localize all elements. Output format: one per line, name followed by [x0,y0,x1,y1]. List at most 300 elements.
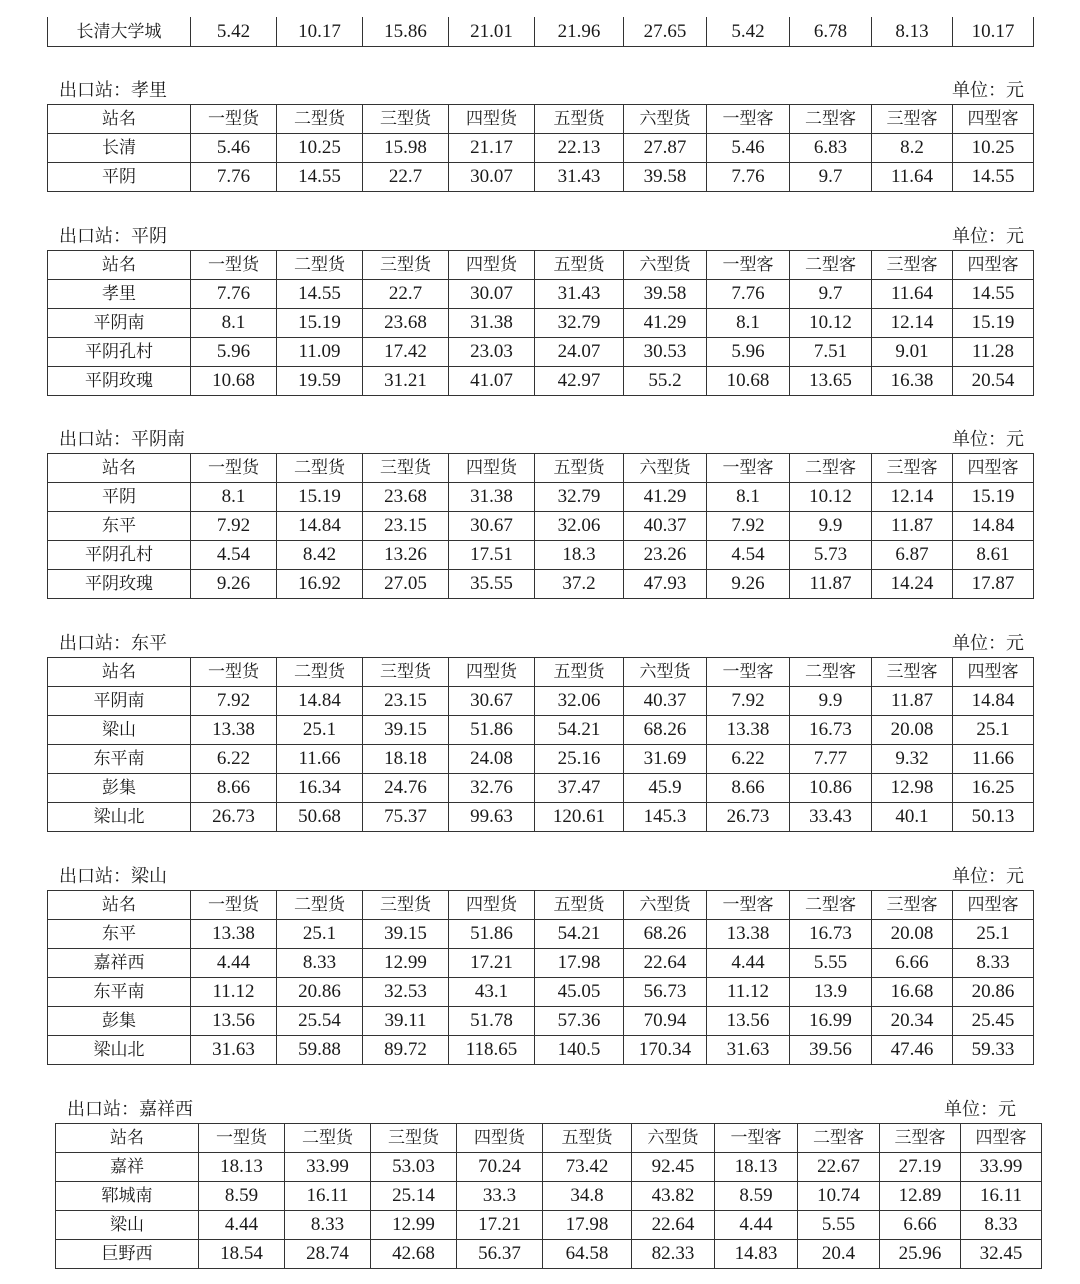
fare-cell: 20.4 [798,1240,880,1269]
fare-cell: 21.96 [535,17,624,47]
fare-cell: 15.86 [363,17,449,47]
fare-cell: 31.43 [535,163,624,192]
fare-cell: 14.84 [277,687,363,716]
table-header-row [48,105,1034,134]
fare-cell: 22.67 [798,1153,880,1182]
column-header: 二型货 [277,891,363,920]
fare-cell: 27.65 [624,17,707,47]
fare-cell: 13.9 [790,978,872,1007]
unit-label: 单位：元 [944,1099,1016,1120]
fare-cell: 12.14 [872,483,953,512]
table-header-row [48,658,1034,687]
column-header: 二型客 [798,1124,880,1153]
column-header: 六型货 [624,891,707,920]
fare-cell: 10.17 [277,17,363,47]
fare-cell: 33.99 [285,1153,371,1182]
exit-station-section-pingyinnan [47,424,1034,599]
column-header: 二型客 [790,658,872,687]
section-caption [47,75,1034,104]
unit-label: 单位：元 [952,866,1024,887]
table-row [48,716,1034,745]
fare-cell: 10.25 [953,134,1034,163]
fare-cell: 32.53 [363,978,449,1007]
table-row [48,483,1034,512]
fare-cell: 17.51 [449,541,535,570]
table-row [48,1036,1034,1065]
fare-cell: 23.15 [363,687,449,716]
column-header: 三型货 [371,1124,457,1153]
fare-cell: 5.42 [191,17,277,47]
fare-cell: 18.18 [363,745,449,774]
fare-cell: 16.38 [872,367,953,396]
fare-cell: 9.32 [872,745,953,774]
column-header: 二型货 [277,251,363,280]
column-header: 一型客 [707,105,790,134]
fare-cell: 14.24 [872,570,953,599]
fare-cell: 22.13 [535,134,624,163]
fare-cell: 64.58 [543,1240,632,1269]
column-header: 二型货 [285,1124,371,1153]
fare-cell: 28.74 [285,1240,371,1269]
column-header: 三型货 [363,105,449,134]
fare-cell: 40.37 [624,687,707,716]
fare-cell: 25.16 [535,745,624,774]
fare-cell: 55.2 [624,367,707,396]
fare-cell: 17.21 [457,1211,543,1240]
column-header: 一型客 [715,1124,798,1153]
toll-fare-table [47,453,1034,599]
station-name: 长清大学城 [48,17,191,47]
fare-cell: 5.96 [191,338,277,367]
fare-cell: 27.87 [624,134,707,163]
fare-cell: 31.21 [363,367,449,396]
fare-cell: 21.01 [449,17,535,47]
table-row [48,687,1034,716]
station-name: 东平南 [48,745,191,774]
station-name: 郓城南 [56,1182,199,1211]
table-row [48,1007,1034,1036]
fare-cell: 7.76 [191,280,277,309]
column-header: 一型货 [191,891,277,920]
fare-cell: 70.24 [457,1153,543,1182]
fare-cell: 10.68 [191,367,277,396]
fare-cell: 30.53 [624,338,707,367]
fare-cell: 14.55 [953,163,1034,192]
fare-cell: 7.76 [707,280,790,309]
fare-cell: 10.86 [790,774,872,803]
fare-cell: 25.1 [953,920,1034,949]
fare-cell: 10.12 [790,309,872,338]
fare-cell: 5.46 [707,134,790,163]
toll-fare-table [47,104,1034,192]
fare-cell: 16.92 [277,570,363,599]
fare-cell: 41.29 [624,309,707,338]
table-row [48,978,1034,1007]
table-header-row [48,251,1034,280]
exit-station-label: 出口站：平阴南 [59,429,185,450]
toll-fare-table [47,250,1034,396]
station-name: 平阴 [48,483,191,512]
column-header: 站名 [56,1124,199,1153]
fare-cell: 22.7 [363,280,449,309]
station-name: 平阴孔村 [48,541,191,570]
fare-cell: 5.55 [798,1211,880,1240]
fare-cell: 6.87 [872,541,953,570]
fare-cell: 25.1 [277,716,363,745]
fare-cell: 26.73 [707,803,790,832]
column-header: 四型客 [961,1124,1042,1153]
fare-cell: 15.98 [363,134,449,163]
section-caption [47,628,1034,657]
fare-cell: 16.11 [961,1182,1042,1211]
fare-cell: 51.86 [449,920,535,949]
exit-station-section-jiaxiangxi [55,1094,1026,1269]
fare-cell: 17.98 [543,1211,632,1240]
fare-cell: 31.38 [449,483,535,512]
fare-cell: 43.1 [449,978,535,1007]
fare-cell: 18.13 [199,1153,285,1182]
fare-cell: 14.55 [277,280,363,309]
table-row [56,1153,1042,1182]
fare-cell: 7.51 [790,338,872,367]
fare-cell: 33.99 [961,1153,1042,1182]
station-name: 东平 [48,512,191,541]
table-row [48,803,1034,832]
section-caption [47,221,1034,250]
fare-cell: 39.58 [624,163,707,192]
column-header: 三型货 [363,454,449,483]
column-header: 四型货 [449,658,535,687]
fare-cell: 57.36 [535,1007,624,1036]
station-name: 平阴孔村 [48,338,191,367]
fare-cell: 6.22 [191,745,277,774]
fare-cell: 11.87 [872,687,953,716]
fare-cell: 7.92 [707,687,790,716]
fare-cell: 45.9 [624,774,707,803]
fare-cell: 15.19 [277,483,363,512]
fare-cell: 9.26 [707,570,790,599]
column-header: 站名 [48,454,191,483]
fare-cell: 4.44 [191,949,277,978]
fare-cell: 14.55 [277,163,363,192]
fare-cell: 73.42 [543,1153,632,1182]
fare-cell: 39.15 [363,716,449,745]
fare-cell: 39.11 [363,1007,449,1036]
fare-cell: 24.07 [535,338,624,367]
fare-cell: 16.73 [790,920,872,949]
fare-cell: 31.63 [191,1036,277,1065]
fare-cell: 6.78 [790,17,872,47]
fare-cell: 25.45 [953,1007,1034,1036]
fare-cell: 12.99 [371,1211,457,1240]
fare-cell: 11.28 [953,338,1034,367]
unit-label: 单位：元 [952,226,1024,247]
fare-cell: 21.17 [449,134,535,163]
fare-cell: 54.21 [535,920,624,949]
fare-cell: 8.42 [277,541,363,570]
fare-cell: 10.12 [790,483,872,512]
fare-cell: 15.19 [953,309,1034,338]
column-header: 四型客 [953,454,1034,483]
column-header: 一型客 [707,251,790,280]
column-header: 四型客 [953,251,1034,280]
exit-station-label: 出口站：平阴 [59,226,167,247]
station-name: 嘉祥 [56,1153,199,1182]
fare-cell: 13.65 [790,367,872,396]
fare-cell: 6.83 [790,134,872,163]
column-header: 二型客 [790,251,872,280]
fare-cell: 50.13 [953,803,1034,832]
column-header: 五型货 [535,658,624,687]
column-header: 五型货 [543,1124,632,1153]
fare-cell: 10.74 [798,1182,880,1211]
fare-cell: 42.97 [535,367,624,396]
fare-cell: 11.66 [953,745,1034,774]
fare-cell: 5.55 [790,949,872,978]
fare-cell: 12.98 [872,774,953,803]
fare-cell: 20.34 [872,1007,953,1036]
fare-cell: 20.86 [953,978,1034,1007]
fare-cell: 14.55 [953,280,1034,309]
fare-cell: 19.59 [277,367,363,396]
table-row [48,163,1034,192]
column-header: 三型货 [363,891,449,920]
fare-cell: 9.9 [790,687,872,716]
fare-cell: 33.43 [790,803,872,832]
exit-station-section-pingyin [47,221,1034,396]
column-header: 三型客 [872,891,953,920]
fare-cell: 120.61 [535,803,624,832]
fare-cell: 4.54 [191,541,277,570]
table-row [56,1240,1042,1269]
fare-cell: 8.13 [872,17,953,47]
column-header: 一型货 [191,251,277,280]
fare-cell: 41.29 [624,483,707,512]
column-header: 一型货 [191,658,277,687]
fare-cell: 32.79 [535,483,624,512]
column-header: 六型货 [624,105,707,134]
fare-cell: 24.76 [363,774,449,803]
station-name: 梁山 [48,716,191,745]
section-caption [47,424,1034,453]
fare-cell: 9.01 [872,338,953,367]
fare-cell: 54.21 [535,716,624,745]
station-name: 平阴玫瑰 [48,367,191,396]
fare-cell: 11.64 [872,280,953,309]
exit-station-label: 出口站：梁山 [59,866,167,887]
column-header: 站名 [48,251,191,280]
fare-cell: 37.2 [535,570,624,599]
fare-cell: 32.06 [535,687,624,716]
fare-cell: 12.89 [880,1182,961,1211]
unit-label: 单位：元 [952,633,1024,654]
fare-cell: 6.22 [707,745,790,774]
fare-cell: 17.42 [363,338,449,367]
fare-cell: 43.82 [632,1182,715,1211]
fare-cell: 31.43 [535,280,624,309]
fare-cell: 14.84 [953,687,1034,716]
table-row [48,367,1034,396]
section-caption [55,1094,1026,1123]
station-name: 彭集 [48,774,191,803]
table-row [48,134,1034,163]
table-header-row [48,454,1034,483]
fare-cell: 7.92 [191,512,277,541]
fare-cell: 6.66 [880,1211,961,1240]
fare-cell: 17.98 [535,949,624,978]
fare-cell: 20.54 [953,367,1034,396]
exit-station-label: 出口站：孝里 [59,80,167,101]
fare-cell: 9.7 [790,163,872,192]
fare-cell: 11.09 [277,338,363,367]
fare-cell: 68.26 [624,716,707,745]
fare-cell: 13.38 [191,920,277,949]
fare-cell: 25.96 [880,1240,961,1269]
column-header: 四型客 [953,891,1034,920]
fare-cell: 47.93 [624,570,707,599]
fare-cell: 16.73 [790,716,872,745]
fare-cell: 56.73 [624,978,707,1007]
table-row [48,17,1034,47]
fare-cell: 30.07 [449,163,535,192]
fare-cell: 11.12 [191,978,277,1007]
fare-cell: 170.34 [624,1036,707,1065]
column-header: 六型货 [632,1124,715,1153]
fare-cell: 26.73 [191,803,277,832]
fare-cell: 24.08 [449,745,535,774]
table-header-row [56,1124,1042,1153]
table-row [48,541,1034,570]
fare-cell: 42.68 [371,1240,457,1269]
station-name: 平阴玫瑰 [48,570,191,599]
fare-cell: 39.58 [624,280,707,309]
column-header: 二型客 [790,454,872,483]
fare-cell: 16.99 [790,1007,872,1036]
station-name: 梁山北 [48,803,191,832]
station-name: 孝里 [48,280,191,309]
fare-cell: 23.03 [449,338,535,367]
table-row [56,1182,1042,1211]
table-row [48,745,1034,774]
fare-cell: 47.46 [872,1036,953,1065]
fare-cell: 8.1 [707,483,790,512]
exit-station-label: 出口站：东平 [59,633,167,654]
fare-cell: 25.1 [277,920,363,949]
station-name: 东平南 [48,978,191,1007]
fare-cell: 8.33 [953,949,1034,978]
fare-cell: 11.87 [872,512,953,541]
fare-cell: 23.15 [363,512,449,541]
fare-cell: 15.19 [277,309,363,338]
column-header: 四型货 [449,454,535,483]
fare-cell: 39.56 [790,1036,872,1065]
fare-cell: 99.63 [449,803,535,832]
table-row [48,280,1034,309]
fare-cell: 23.68 [363,483,449,512]
fare-cell: 4.54 [707,541,790,570]
toll-fare-table [47,890,1034,1065]
fare-cell: 11.87 [790,570,872,599]
fare-cell: 20.08 [872,920,953,949]
fare-cell: 14.83 [715,1240,798,1269]
exit-station-section-dongping [47,628,1034,832]
fare-cell: 23.68 [363,309,449,338]
fare-cell: 8.2 [872,134,953,163]
table-row [48,309,1034,338]
column-header: 二型货 [277,105,363,134]
column-header: 三型客 [872,658,953,687]
fare-cell: 10.17 [953,17,1034,47]
fare-cell: 18.54 [199,1240,285,1269]
fare-cell: 13.38 [707,920,790,949]
fare-cell: 22.64 [632,1211,715,1240]
fare-cell: 33.3 [457,1182,543,1211]
toll-fare-table [55,1123,1042,1269]
column-header: 五型货 [535,454,624,483]
fare-cell: 9.7 [790,280,872,309]
fare-cell: 13.26 [363,541,449,570]
column-header: 一型货 [191,105,277,134]
fare-cell: 15.19 [953,483,1034,512]
fare-cell: 59.33 [953,1036,1034,1065]
fare-cell: 13.56 [191,1007,277,1036]
column-header: 四型客 [953,658,1034,687]
column-header: 六型货 [624,454,707,483]
fare-cell: 51.78 [449,1007,535,1036]
fare-cell: 27.05 [363,570,449,599]
fare-cell: 7.77 [790,745,872,774]
column-header: 二型客 [790,105,872,134]
station-name: 彭集 [48,1007,191,1036]
fare-cell: 17.87 [953,570,1034,599]
fare-cell: 118.65 [449,1036,535,1065]
station-name: 平阴南 [48,309,191,338]
fare-cell: 11.64 [872,163,953,192]
fare-cell: 51.86 [449,716,535,745]
fare-cell: 5.46 [191,134,277,163]
column-header: 五型货 [535,251,624,280]
station-name: 东平 [48,920,191,949]
column-header: 四型货 [449,251,535,280]
fare-cell: 53.03 [371,1153,457,1182]
fare-cell: 30.67 [449,512,535,541]
fare-cell: 16.34 [277,774,363,803]
fare-cell: 31.69 [624,745,707,774]
station-name: 巨野西 [56,1240,199,1269]
fare-cell: 39.15 [363,920,449,949]
column-header: 一型货 [191,454,277,483]
column-header: 六型货 [624,658,707,687]
unit-label: 单位：元 [952,429,1024,450]
exit-station-section-xiaoli [47,75,1034,192]
table-row [48,512,1034,541]
column-header: 六型货 [624,251,707,280]
column-header: 站名 [48,891,191,920]
partial-table-top [47,17,1034,47]
fare-cell: 45.05 [535,978,624,1007]
fare-cell: 18.3 [535,541,624,570]
table-row [48,774,1034,803]
column-header: 一型客 [707,658,790,687]
fare-cell: 25.1 [953,716,1034,745]
fare-cell: 31.63 [707,1036,790,1065]
fare-cell: 7.76 [707,163,790,192]
fare-cell: 13.38 [707,716,790,745]
column-header: 二型货 [277,454,363,483]
fare-cell: 16.25 [953,774,1034,803]
fare-cell: 8.33 [277,949,363,978]
column-header: 四型货 [457,1124,543,1153]
